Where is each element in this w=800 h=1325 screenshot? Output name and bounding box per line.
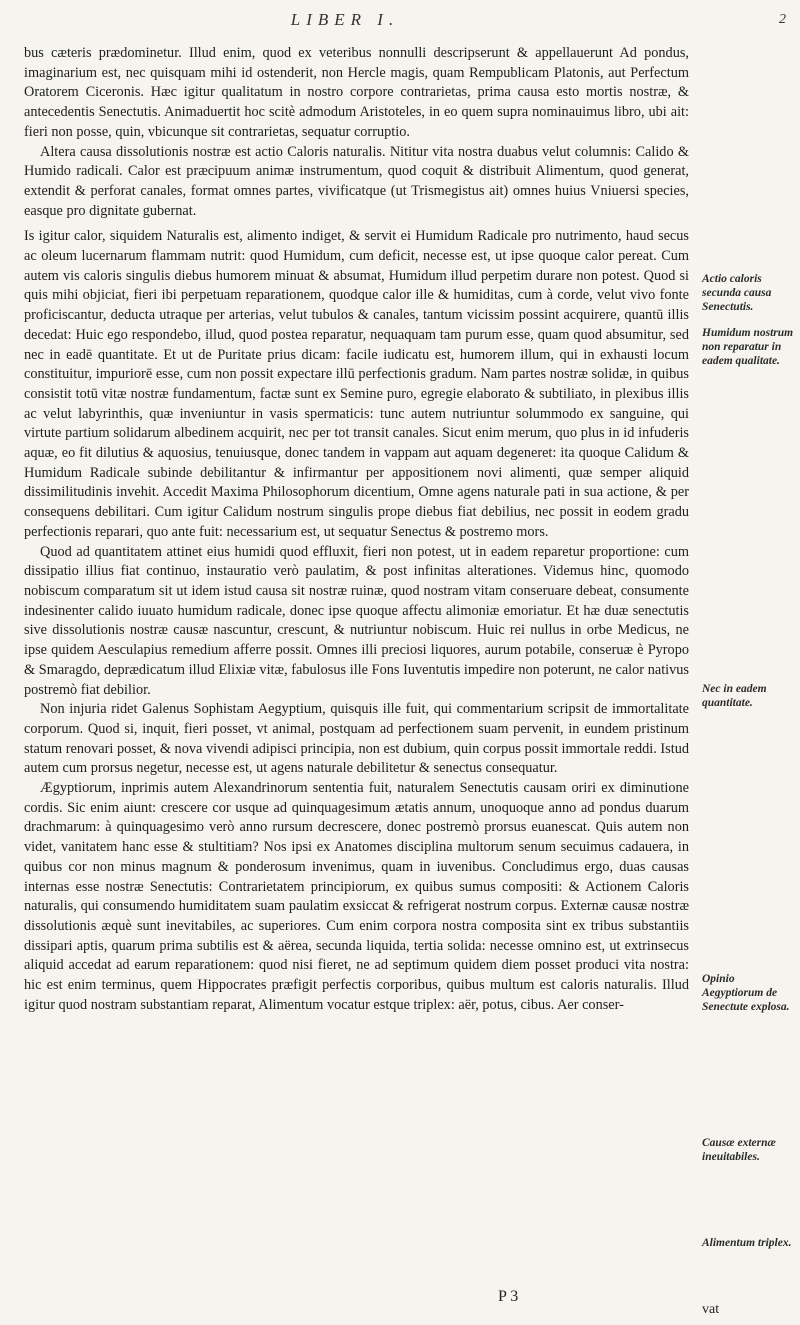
paragraph: Altera causa dissolutionis nostræ est actio Caloris naturalis. Nititur vita nostra duabus velut columnis: Calido & Humido radicali. Calor est præcipuum animæ instrumentum, quod coquit & distribuit Alimentum, quod generat, extendit & perforat canales, format omnes partes, vivificatque (ut Trismegistus ait) omnes huius Vniuersi species, easque pro dignitate gubernat. bbox=[24, 143, 689, 219]
running-head: LIBER I. bbox=[290, 10, 400, 29]
marginal-note: Causæ externæ ineuitabiles. bbox=[702, 1137, 776, 1163]
marginal-note: Actio caloris secunda causa Senectutis. bbox=[702, 273, 772, 313]
body-text bbox=[24, 44, 689, 1015]
catchword: vat bbox=[702, 1302, 720, 1317]
paragraph: bus cæteris prædominetur. Illud enim, quod ex veteribus nonnulli descripserunt & appellauerunt Ad pondus, imaginarium est, nec quisquam mihi id ostenderit, non Hercle magis, quam Rempublicam Platonis, aut Perfectum Oratorem Ciceronis. Hæc igitur qualitatum in nostro corpore contrarietas, prima causa esto mortis nostræ, & antecedentis Senectutis. Animaduertit hoc scitè admodum Aristoteles, in eo quem supra nominauimus libro, ubi ait: fieri non posse, quin, vbicunque sit contrarietas, sequatur corruptio. bbox=[24, 45, 689, 140]
marginal-note: Opinio Aegyptiorum de Senectute explosa. bbox=[702, 973, 790, 1013]
paragraph: Non injuria ridet Galenus Sophistam Aegyptium, quisquis ille fuit, qui commentarium scripsit de immortalitate corporum. Quod si, inquit, fieri posset, vt animal, postquam ad perfectionem suam pervenit, in eundem pristinum statum renovari posset, & nova vivendi adipisci principia, non est dubium, quin corpus possit immortale reddi. Istud autem cum prorsus negetur, necesse est, ut agens naturale debilitetur & senectus consequatur. bbox=[24, 701, 689, 777]
folio-number: 2 bbox=[779, 12, 786, 27]
signature-mark: P 3 bbox=[498, 1288, 519, 1305]
paragraph: Is igitur calor, siquidem Naturalis est, alimento indiget, & servit ei Humidum Radicale pro nutrimento, haud secus ac oleum lucernarum flammam nutrit: quod Humidum, cum deficit, necesse est, ut ipse quoque calor pereat. Cum autem vis caloris singulis diebus humorem minuat & absumat, Humidum illud perpetim durare non potest. Quod si quis mihi objiciat, fieri ibi perpetuam reparationem, quodque calor ille & humiditas, cum à corde, velut vivo fonte proficiscantur, deducta utraque per arterias, velut tubulos & canales, tantum vicissim possint acquirere, quantū illis decedat: Huic ego respondebo, illud, quod postea reparatur, nequaquam tam purum esse, quam quod absumitur, sed nec in eadē quantitate. Et ut de Puritate prius dicam: facile iudicatu est, humorem illum, qui in exhausti locum constituitur, impuriorē esse, cum non possit expectare illū perfectionis gradum. Nam partes nostræ solidæ, in quibus consistit totū vitæ nostræ fundamentum, factæ sunt ex Semine puro, egregie elaborato & subtiliato, in plexibus illis ac velut labyrinthis, quæ inveniuntur in vasis spermaticis: tunc autem nutriuntur solummodo ex sanguine, qui virtute partium solidarum albedinem acquirit, nec per tot transit canales. Sicut enim merum, quo plus in id infuderis aquæ, eo fit dilutius & aquosius, tenuiusque, donec tandem in vappam aut aquam degeneret: ita quoque Calidum & Humidum Radicale subinde debilitantur & infirmantur per appositionem novi alimenti, quæ semper aliquid dissimilitudinis invehit. Accedit Maxima Philosophorum dicentium, Omne agens naturale pati in sua actione, & per consequens debilitari. Cum igitur Calidum nostrum singulis prope diebus fiat debilius, nec possit in eodem gradu perfectionis reparari, quo ante fuit: necessarium est, ut sequatur Senectus & postremo mors. bbox=[24, 228, 689, 540]
marginal-note: Nec in eadem quantitate. bbox=[702, 683, 767, 709]
paragraph: Ægyptiorum, inprimis autem Alexandrinorum sententia fuit, naturalem Senectutis causam oriri ex diminutione cordis. Sic enim aiunt: crescere cor usque ad quinquagesimum ætatis annum, unoquoque anno ad pondus duarum drachmarum: à quinquagesimo verò anno rursum decrescere, donec postremò prorsus euanescat. Quis autem non videt, vanitatem hanc esse & stultitiam? Nos ipsi ex Anatomes disciplina multorum senum secuimus cadauera, in quibus cor non minus magnum & ponderosum invenimus, quam in iuvenibus. Concludimus ergo, duas causas internas esse nostræ Senectutis: Contrarietatem principiorum, ex quibus sumus compositi: & Actionem Caloris naturalis, qui consumendo humiditatem suam paulatim exsiccat & refrigerat nostrum corpus. Externæ causæ nostræ dissolutionis æquè sunt inevitabiles, ac superiores. Cum enim corpora nostra composita sint ex tribus substantiis dissipari aptis, quarum prima subtilis est & aërea, secunda liquida, tertia solida: necesse omnino est, ut extrinsecus aliquid accedat ad earum reparationem: quod nisi fieret, ne ad septimum quidem diem posset produci vita nostra: hic est enim terminus, quem Hippocrates præfigit perfectis corporibus, quibus multum est caloris naturalis. Illud igitur quod nostram substantiam reparat, Alimentum vocatur estque triplex: aër, potus, cibus. Aer conser- bbox=[24, 780, 689, 1013]
marginal-note: Alimentum triplex. bbox=[702, 1237, 792, 1249]
marginal-note: Humidum nostrum non reparatur in eadem qualitate. bbox=[702, 327, 794, 367]
paragraph: Quod ad quantitatem attinet eius humidi quod effluxit, fieri non potest, ut in eadem reparetur proportione: cum dissipatio illius fiat continuo, instauratio verò paulatim, & post infinitas alterationes. Videmus hinc, quomodo nobiscum comparatum sit ut idem istud causa sit nostræ ruinæ, quod nostram vitam conseruare debeat, consumente indesinenter calido iuuato humidum radicale, donec ipse quoque affectu alimoniæ emoriatur. Et hæ duæ senectutis sive dissolutionis nostræ causæ nascuntur, crescunt, & nutriuntur nobiscum. Huic rei nullus in orbe Medicus, ne ipse quidem Aesculapius remedium afferre possit. Omnes illi preciosi liquores, aurum potabile, conseruæ è Pyropo & Smaragdo, deprædicatum illud Elixiæ vitæ, fabulosus ille Fons Iuventutis impedire non poterunt, ne calor nativus postremò fiat debilior. bbox=[24, 543, 689, 698]
